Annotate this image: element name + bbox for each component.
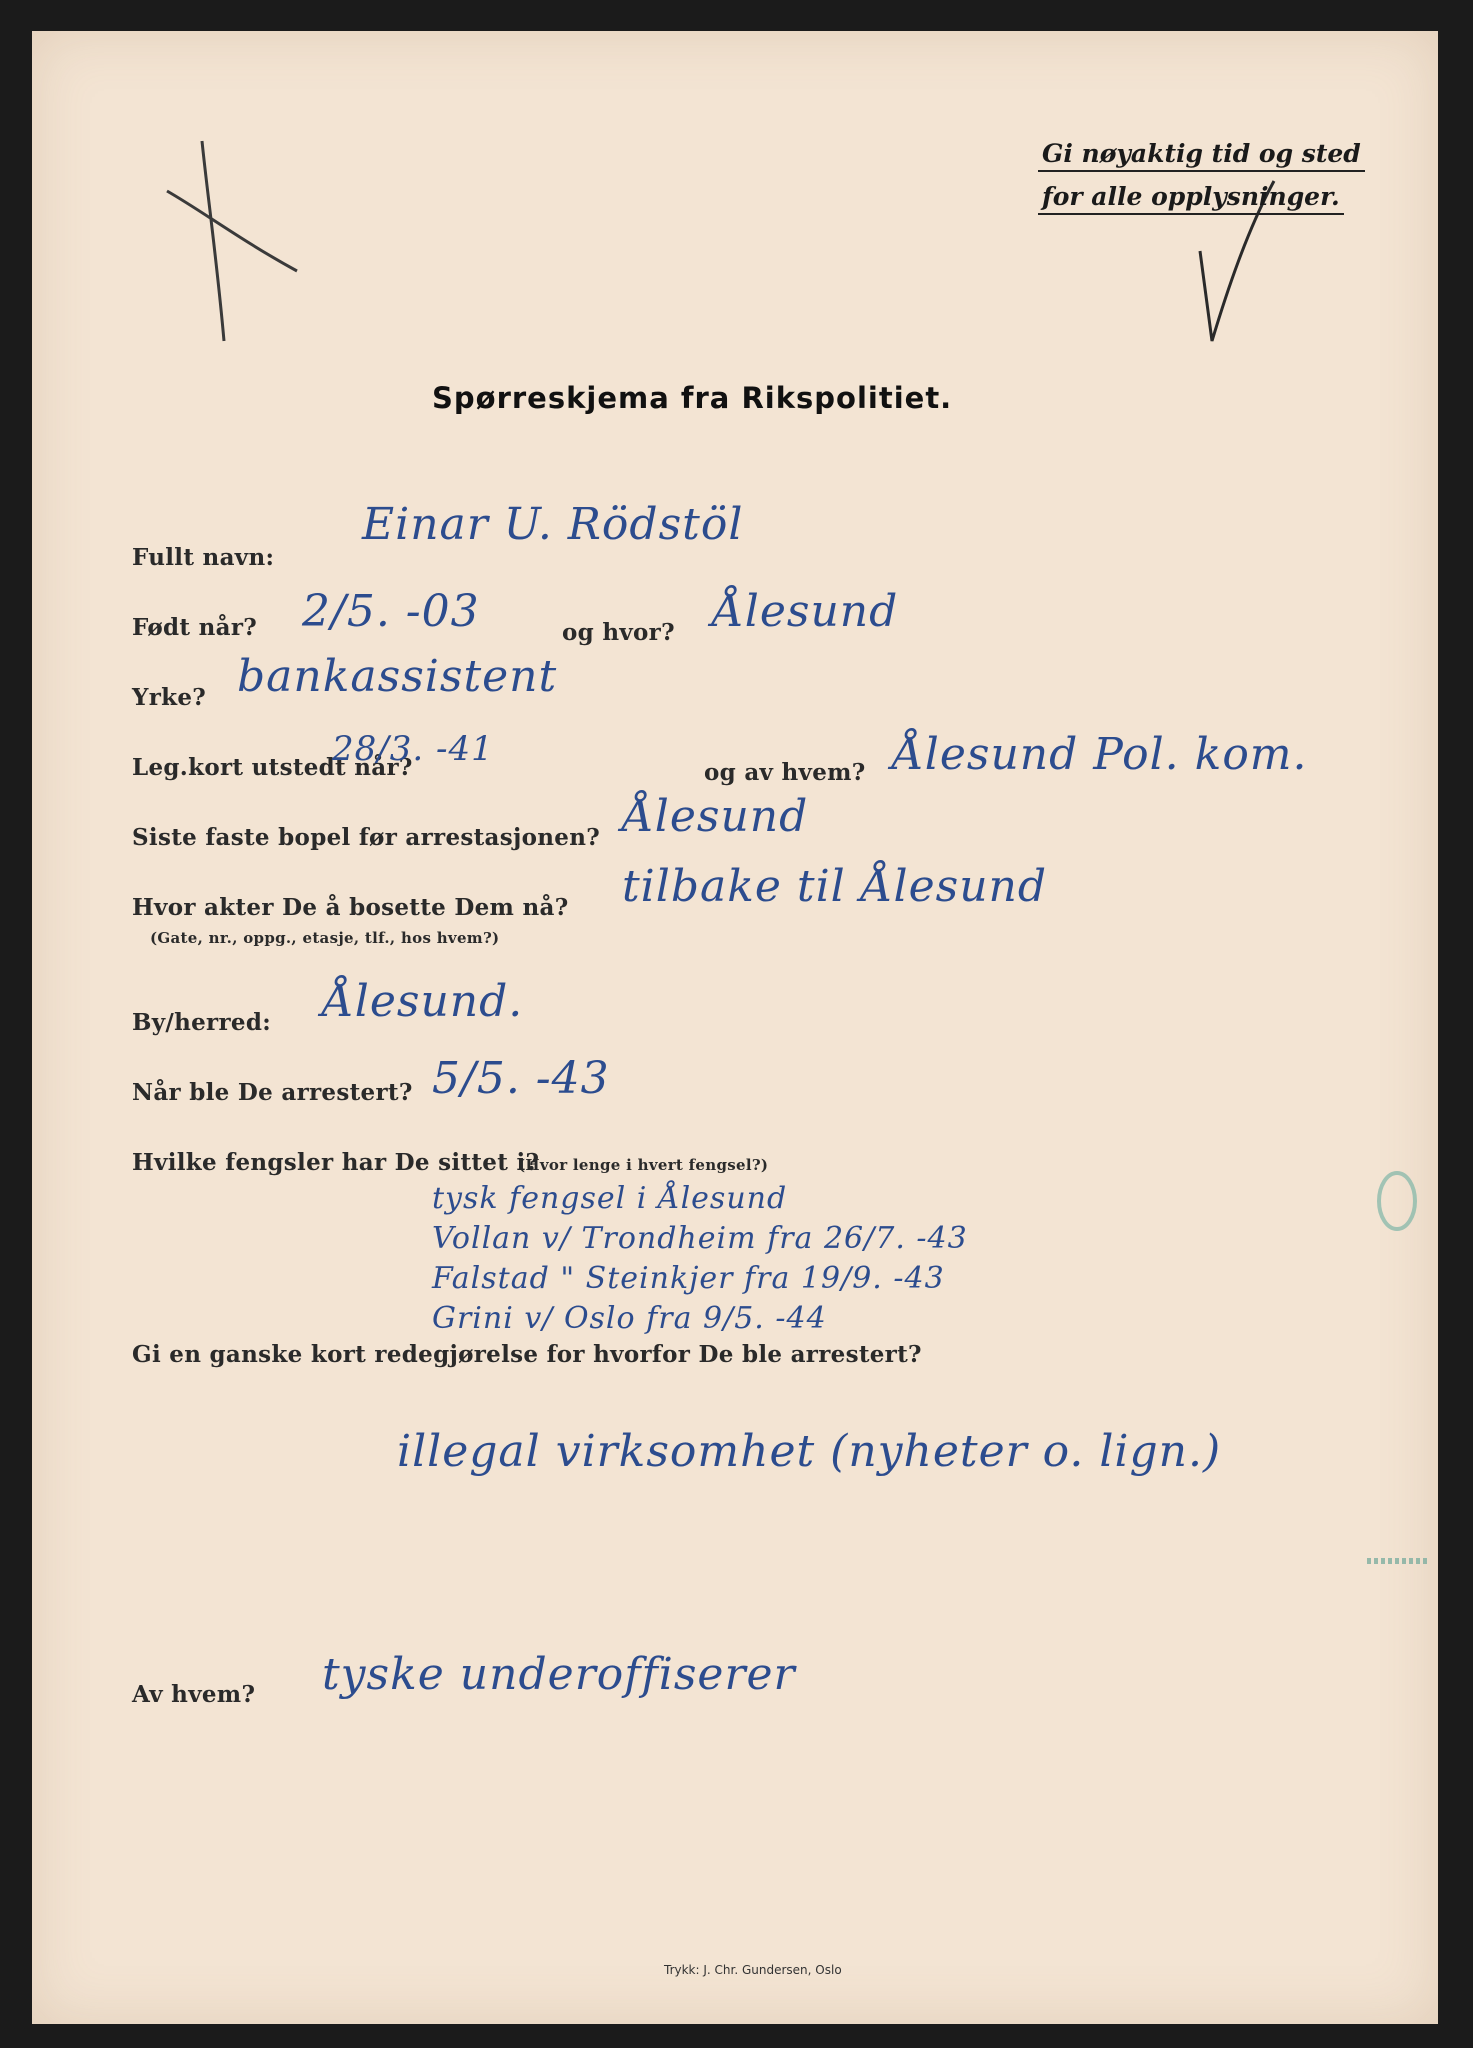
green-stamp-mark: [1362, 1161, 1432, 1581]
occupation-label: Yrke?: [132, 684, 207, 711]
prisons-sublabel: (Hvor lenge i hvert fengsel?): [518, 1156, 769, 1174]
notice-line-2: for alle opplysninger.: [1038, 182, 1344, 215]
prison-line-4: Grini v/ Oslo fra 9/5. -44: [432, 1301, 827, 1336]
arrested-when-label: Når ble De arrestert?: [132, 1079, 413, 1106]
form-title: Spørreskjema fra Rikspolitiet.: [432, 381, 953, 415]
questionnaire-page: [32, 31, 1438, 2024]
settle-now-sublabel: (Gate, nr., oppg., etasje, tlf., hos hvem?): [150, 929, 500, 947]
settle-now-value: tilbake til Ålesund: [622, 861, 1048, 912]
printer-imprint: Trykk: J. Chr. Gundersen, Oslo: [664, 1963, 842, 1977]
notice-line-1: Gi nøyaktig tid og sted: [1038, 139, 1365, 172]
id-card-by-value: Ålesund Pol. kom.: [892, 729, 1308, 780]
last-residence-value: Ålesund: [622, 791, 809, 842]
reason-label: Gi en ganske kort redegjørelse for hvorfor De ble arrestert?: [132, 1341, 922, 1368]
municipality-value: Ålesund.: [322, 976, 524, 1027]
id-card-by-label: og av hvem?: [704, 759, 866, 786]
prison-line-2: Vollan v/ Trondheim fra 26/7. -43: [432, 1221, 968, 1256]
notice-box: [1038, 139, 1365, 225]
last-residence-label: Siste faste bopel før arrestasjonen?: [132, 824, 601, 851]
handwritten-cross-mark: [162, 131, 302, 351]
arrested-when-value: 5/5. -43: [432, 1053, 610, 1104]
id-card-when-label: Leg.kort utstedt når?: [132, 754, 413, 781]
id-card-when-value: 28/3. -41: [332, 729, 494, 769]
occupation-value: bankassistent: [237, 651, 558, 702]
full-name-label: Fullt navn:: [132, 544, 275, 571]
prison-line-3: Falstad " Steinkjer fra 19/9. -43: [432, 1261, 945, 1296]
municipality-label: By/herred:: [132, 1009, 272, 1036]
born-where-label: og hvor?: [562, 619, 675, 646]
prison-line-1: tysk fengsel i Ålesund: [432, 1181, 788, 1216]
born-when-label: Født når?: [132, 614, 258, 641]
by-whom-value: tyske underoffiserer: [322, 1649, 796, 1700]
prisons-label: Hvilke fengsler har De sittet i?: [132, 1149, 540, 1176]
settle-now-label: Hvor akter De å bosette Dem nå?: [132, 894, 569, 921]
reason-value: illegal virksomhet (nyheter o. lign.): [397, 1426, 1222, 1477]
born-where-value: Ålesund: [712, 586, 899, 637]
by-whom-label: Av hvem?: [132, 1681, 256, 1708]
born-when-value: 2/5. -03: [302, 586, 480, 637]
full-name-value: Einar U. Rödstöl: [362, 499, 744, 550]
